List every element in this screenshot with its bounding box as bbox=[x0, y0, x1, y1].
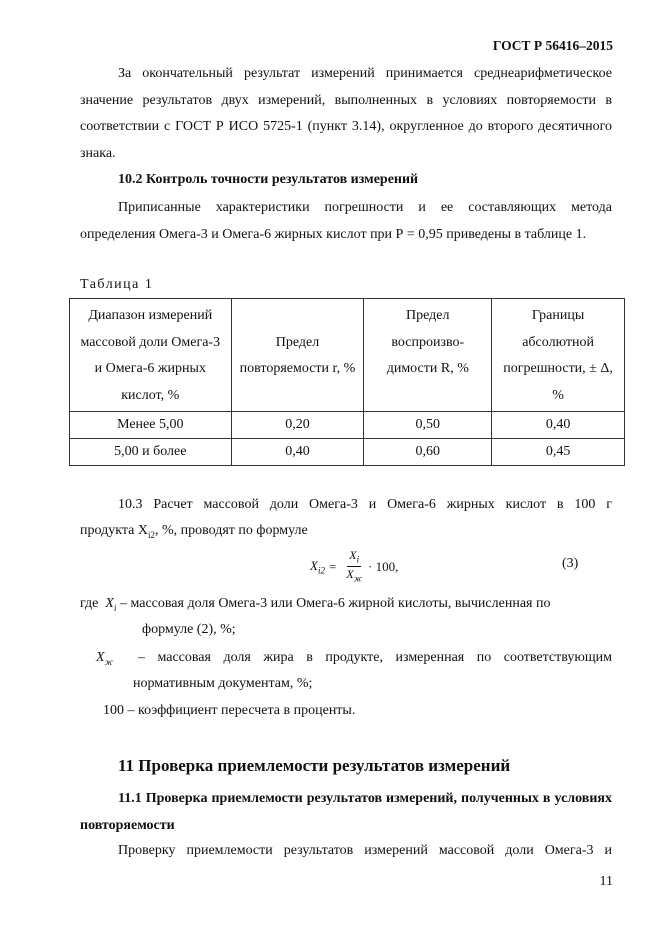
table-cell: Менее 5,00 bbox=[70, 412, 232, 439]
calc-subscript: i2 bbox=[147, 529, 155, 540]
table-caption: Таблица 1 bbox=[80, 277, 154, 292]
where-xi-line: где $X_i$ – массовая доля Омега-3 или Омега-6 жирной кислоты, вычисленная по bbox=[80, 596, 551, 613]
paragraph-calc-line1: 10.3 Расчет массовой доли Омега-3 и Омега-6 жирных кислот в 100 г bbox=[118, 497, 612, 512]
formula-lhs: $X_{i2}$ bbox=[310, 558, 325, 576]
paragraph-error-characteristics: Приписанные характеристики погрешности и ее составляющих метода определения Омега-3 и Омега-6 жирных кислот при Р = 0,95 приведены в таблице 1. bbox=[80, 200, 612, 242]
table-header-cell: Диапазон измерений массовой доли Омега-3 и Омега-6 жирных кислот, % bbox=[70, 299, 232, 412]
table-header-row bbox=[70, 299, 625, 412]
formula-equals: = bbox=[328, 558, 337, 574]
page-number: 11 bbox=[599, 874, 613, 889]
table-cell: 0,50 bbox=[364, 412, 492, 439]
where-hundred-line: 100 – коэффициент пересчета в проценты. bbox=[103, 703, 356, 718]
accuracy-table bbox=[69, 298, 625, 466]
table-cell: 0,20 bbox=[231, 412, 364, 439]
formula-3 bbox=[310, 548, 398, 586]
table-row bbox=[70, 412, 625, 439]
where-xzh-continuation: нормативным документам, %; bbox=[133, 676, 313, 691]
formula-numerator: $X_i$ bbox=[347, 548, 361, 567]
table-cell: 5,00 и более bbox=[70, 439, 232, 466]
formula-fraction bbox=[344, 548, 364, 586]
calc-text: продукта X bbox=[80, 523, 148, 538]
paragraph-calc-line2 bbox=[80, 518, 612, 548]
table-cell: 0,40 bbox=[231, 439, 364, 466]
formula-denominator: $X_ж$ bbox=[346, 567, 363, 584]
section-heading-11-1: 11.1 Проверка приемлемости результатов измерений, полученных в условиях повторяемости bbox=[80, 791, 612, 833]
xzh-symbol: $X_ж$ bbox=[96, 650, 113, 667]
formula-number: (3) bbox=[562, 556, 579, 571]
table-header-cell: Границы абсолютной погрешности, ± Δ, % bbox=[492, 299, 625, 412]
section-heading-11: 11 Проверка приемлемости результатов измерений bbox=[118, 756, 511, 775]
paragraph-final-result: За окончательный результат измерений принимается среднеарифметическое значение результатов двух измерений, выполненных в условиях повторяемости в соответствии с ГОСТ Р ИСО 5725-1 (пункт 3.14), округленное до второго десятичного знака. bbox=[80, 66, 612, 161]
table-cell: 0,40 bbox=[492, 412, 625, 439]
table-row bbox=[70, 439, 625, 466]
calc-text-tail: , %, проводят по формуле bbox=[154, 523, 308, 538]
where-xi-continuation: формуле (2), %; bbox=[142, 622, 236, 637]
table-cell: 0,60 bbox=[364, 439, 492, 466]
table-cell: 0,45 bbox=[492, 439, 625, 466]
table-header-cell: Предел повторяемости r, % bbox=[231, 299, 364, 412]
formula-multiplier: · 100, bbox=[368, 558, 399, 574]
xi-symbol: $X_i$ bbox=[105, 596, 117, 613]
where-xzh-line: $X_ж$ – массовая доля жира в продукте, измеренная по соответствующим bbox=[96, 650, 612, 667]
table-header-cell: Предел воспроизво-димости R, % bbox=[364, 299, 492, 412]
paragraph-acceptability: Проверку приемлемости результатов измерений массовой доли Омега-3 и bbox=[118, 843, 612, 858]
document-header: ГОСТ Р 56416–2015 bbox=[492, 38, 613, 53]
section-heading-10-2: 10.2 Контроль точности результатов измерений bbox=[118, 172, 419, 187]
